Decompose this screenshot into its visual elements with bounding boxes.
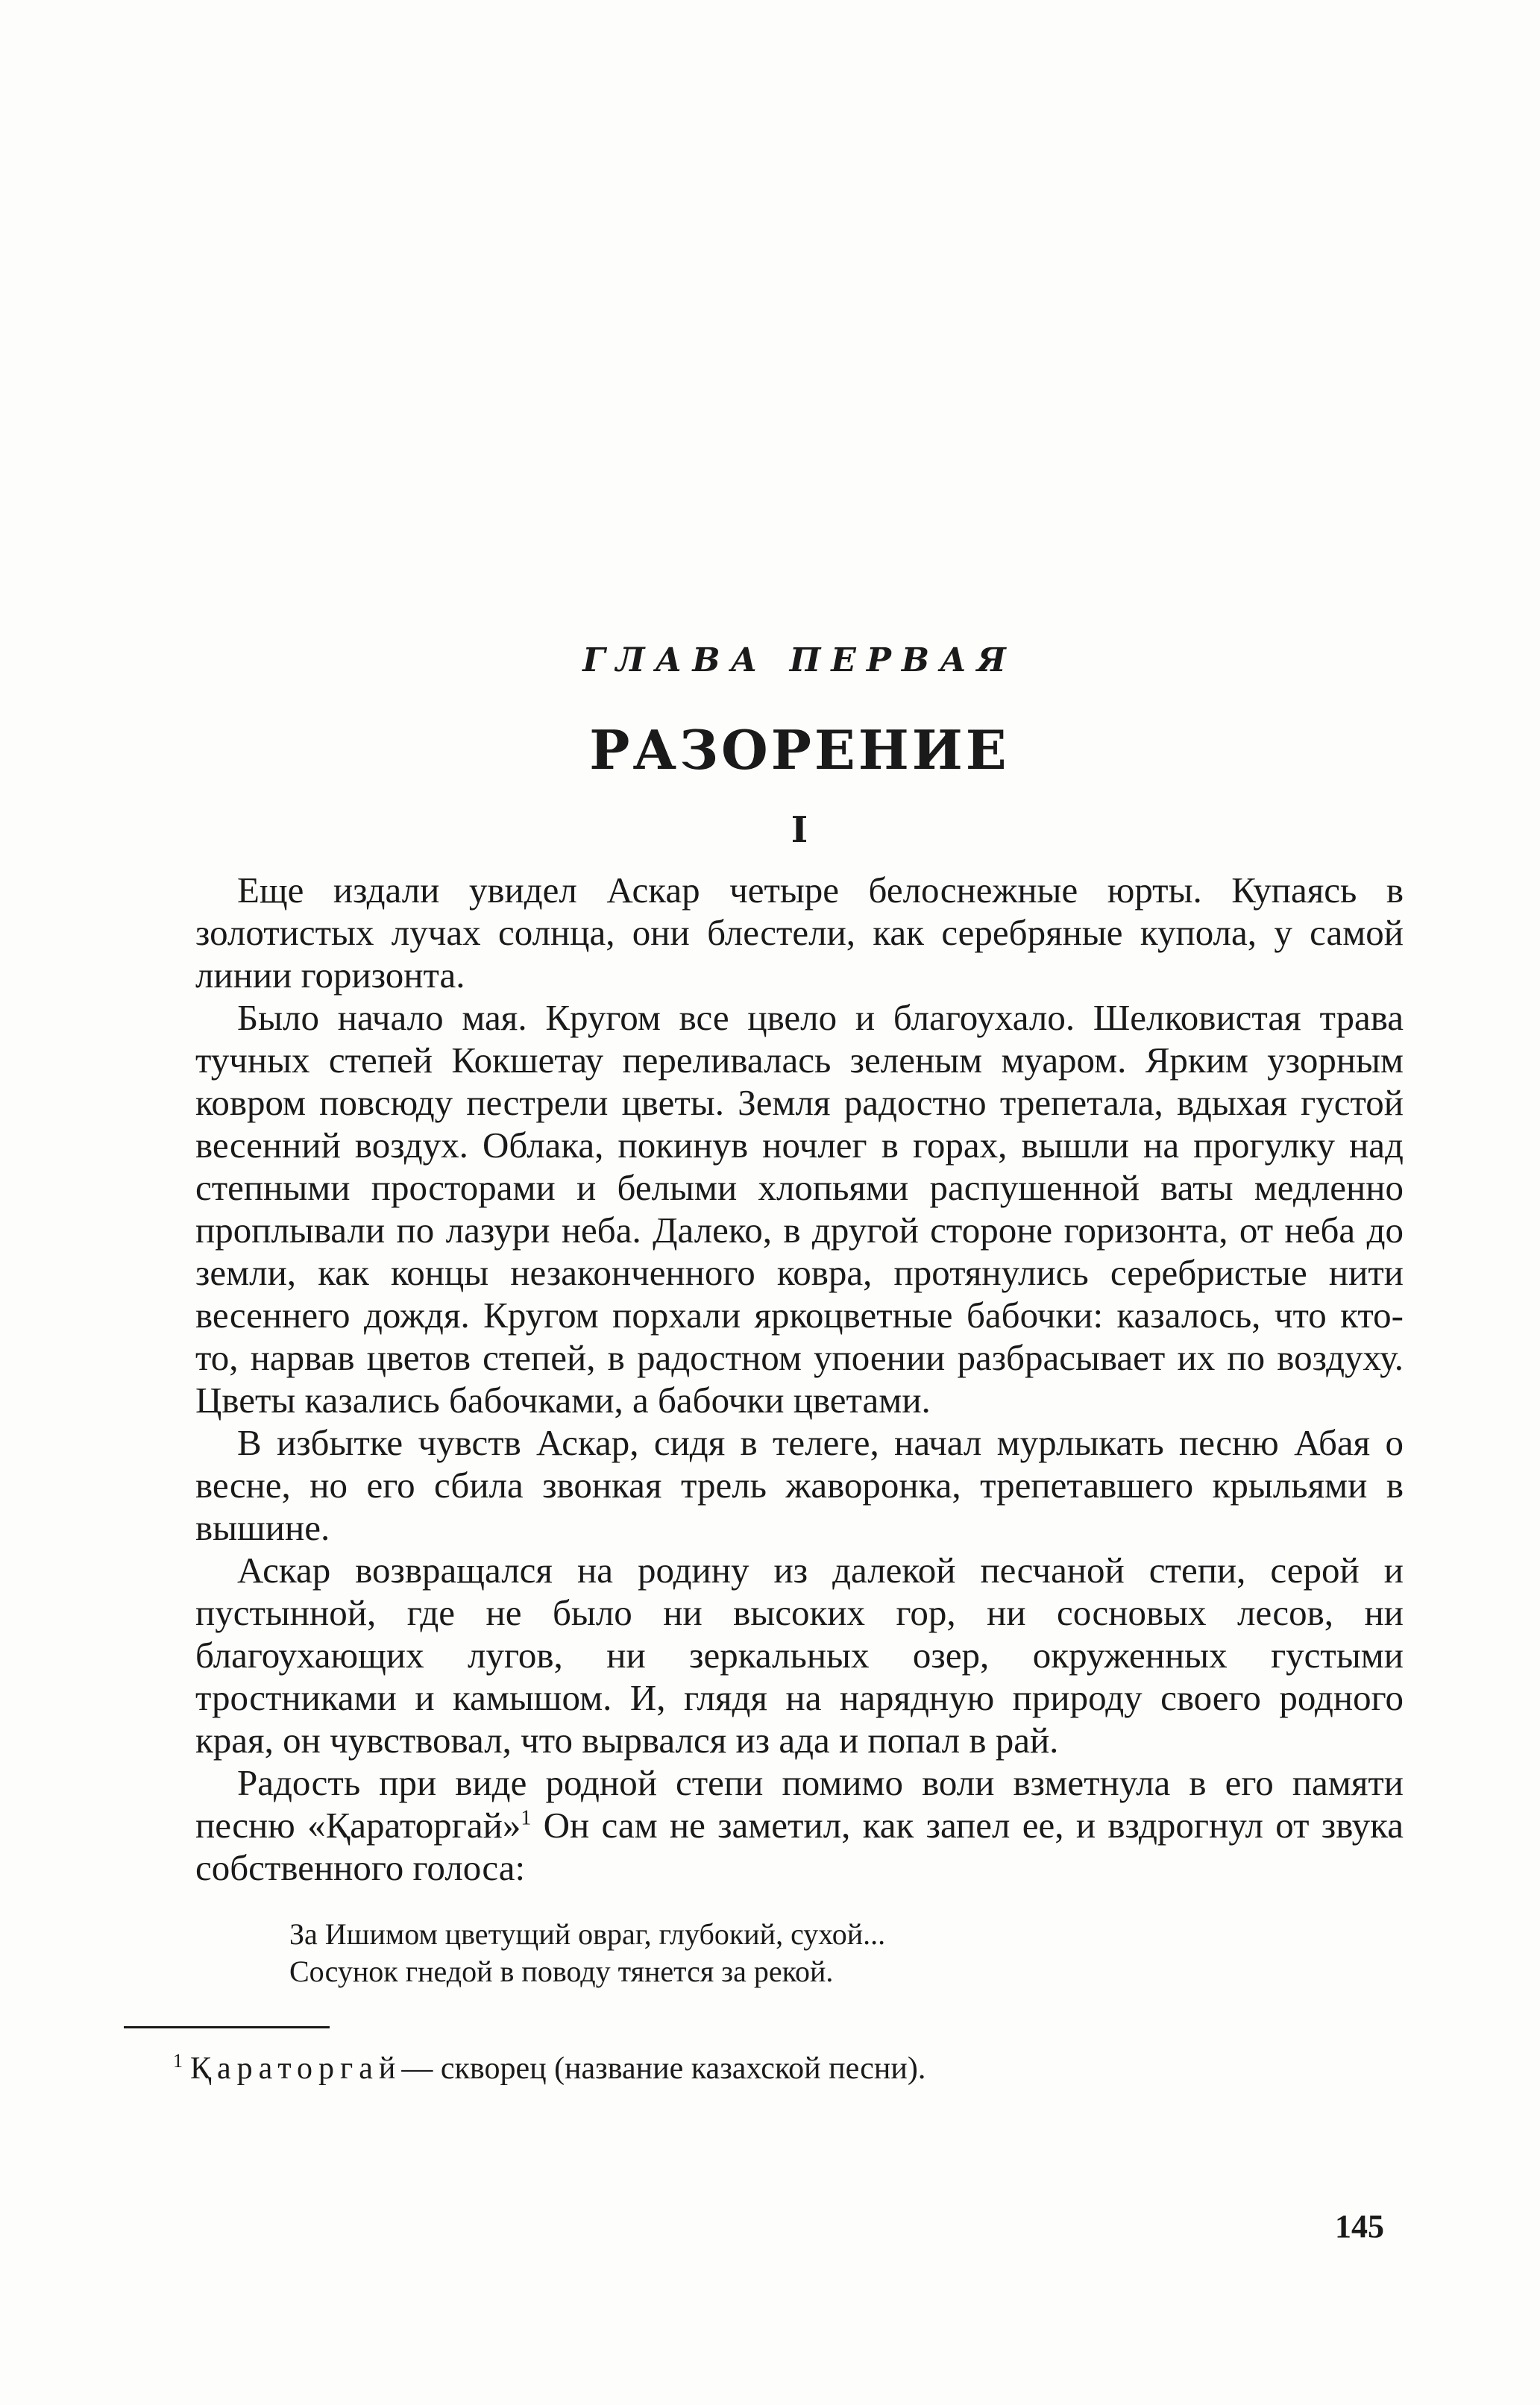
body-text <box>195 869 1404 1889</box>
chapter-label: ГЛАВА ПЕРВАЯ <box>582 641 1016 679</box>
footnote-term: Қараторгай <box>190 2051 402 2086</box>
poem-line: Сосунок гнедой в поводу тянется за рекой. <box>289 1954 834 1988</box>
footnote-divider <box>124 2026 330 2028</box>
poem-line: За Ишимом цветущий овраг, глубокий, сухой... <box>289 1917 886 1951</box>
paragraph <box>195 1761 1404 1889</box>
footnote <box>173 2042 1404 2088</box>
footnote-reference: 1 <box>521 1806 532 1830</box>
paragraph: В избытке чувств Аскар, сидя в телеге, начал мурлыкать песню Абая о весне, но его сбила звонкая трель жаворонка, трепетавшего крыльями в вышине. <box>195 1421 1404 1548</box>
footnote-marker: 1 <box>173 2049 183 2072</box>
poem-quote <box>289 1916 1404 1990</box>
chapter-title: РАЗОРЕНИЕ <box>589 717 1010 782</box>
footnote-text: — скворец (название казахской песни). <box>401 2051 926 2086</box>
paragraph: Было начало мая. Кругом все цвело и благоухало. Шелковистая трава тучных степей Кокшетау переливалась зеленым муаром. Ярким узорным ковром повсюду пестрели цветы. Земля радостно трепетала, вдыхая густой весенний воздух. Облака, покинув ночлег в горах, вышли на прогулку над степными просторами и белыми хлопьями распушенной ваты медленно проплывали по лазури неба. Далеко, в другой стороне горизонта, от неба до земли, как концы незаконченного ковра, протянулись серебристые нити весеннего дождя. Кругом порхали яркоцветные бабочки: казалось, что кто-то, нарвав цветов степей, в радостном упоении разбрасывает их по воздуху. Цветы казались бабочками, а бабочки цветами. <box>195 996 1404 1421</box>
paragraph-text: Радость при виде родной степи помимо воли взметнула в его памяти песню «Қараторгай» <box>195 1761 1404 1846</box>
page-number: 145 <box>1335 2208 1384 2245</box>
paragraph: Аскар возвращался на родину из далекой песчаной степи, серой и пустынной, где не было ни высоких гор, ни сосновых лесов, ни благоухающих лугов, ни зеркальных озер, окруженных густыми тростниками и камышом. И, глядя на нарядную природу своего родного края, он чувствовал, что вырвался из ада и попал в рай. <box>195 1549 1404 1761</box>
paragraph: Еще издали увидел Аскар четыре белоснежные юрты. Купаясь в золотистых лучах солнца, они блестели, как серебряные купола, у самой линии горизонта. <box>195 869 1404 996</box>
section-number: I <box>791 809 808 852</box>
page-content <box>173 641 1404 2088</box>
paragraph-text: Он сам не заметил, как запел ее, и вздрогнул от звука собственного голоса: <box>195 1804 1404 1888</box>
